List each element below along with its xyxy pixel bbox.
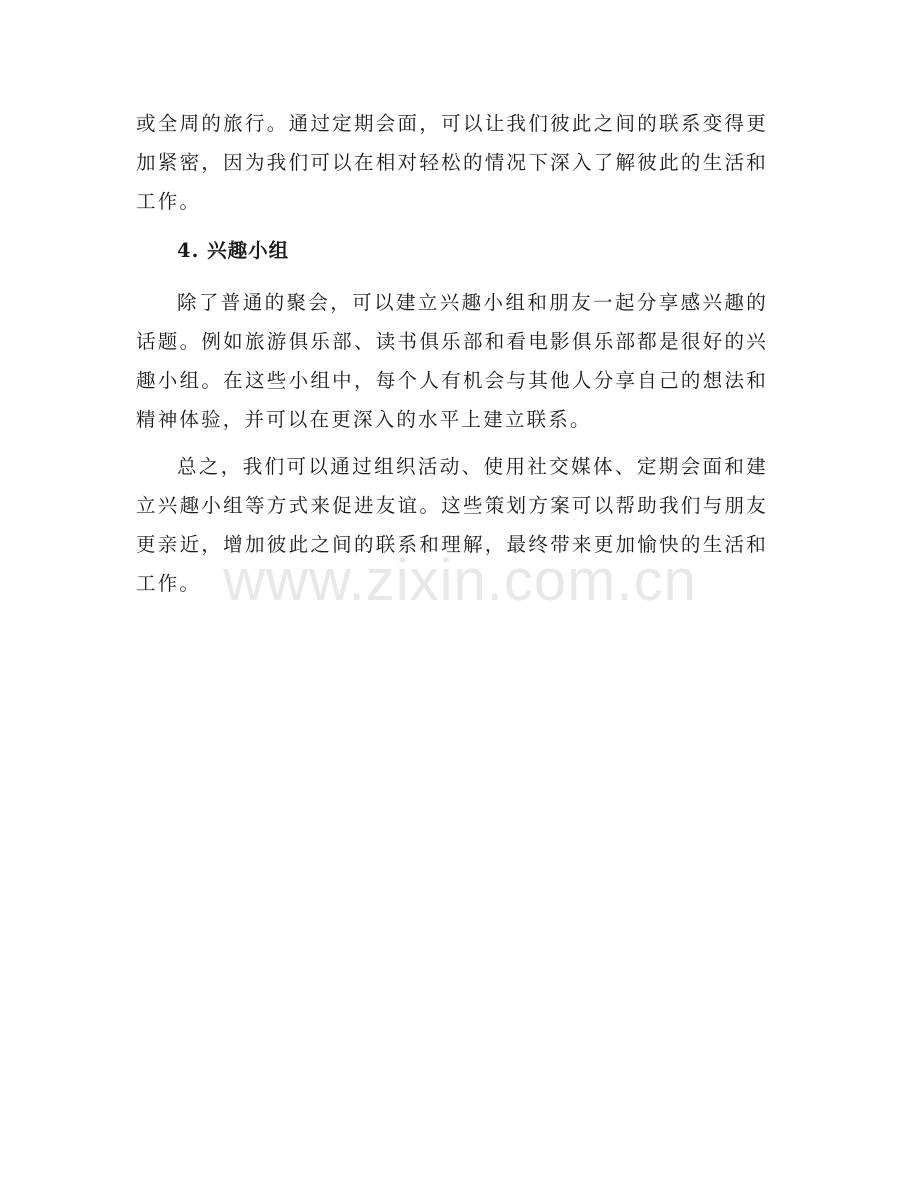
document-body: [136, 104, 768, 603]
paragraph-continued: 或全周的旅行。通过定期会面，可以让我们彼此之间的联系变得更加紧密，因为我们可以在相对轻松的情况下深入了解彼此的生活和工作。: [136, 112, 768, 213]
watermark-text: www.zixin.com.cn: [223, 548, 697, 613]
section-heading: 4. 兴趣小组: [177, 239, 290, 262]
paragraph-interest-groups: 除了普通的聚会，可以建立兴趣小组和朋友一起分享感兴趣的话题。例如旅游俱乐部、读书俱乐部和看电影俱乐部都是很好的兴趣小组。在这些小组中，每个人有机会与其他人分享自己的想法和精神体验，并可以在更深入的水平上建立联系。: [136, 291, 768, 431]
paragraph-conclusion: 总之，我们可以通过组织活动、使用社交媒体、定期会面和建立兴趣小组等方式来促进友谊。这些策划方案可以帮助我们与朋友更亲近，增加彼此之间的联系和理解，最终带来更加愉快的生活和工作。: [136, 455, 768, 595]
